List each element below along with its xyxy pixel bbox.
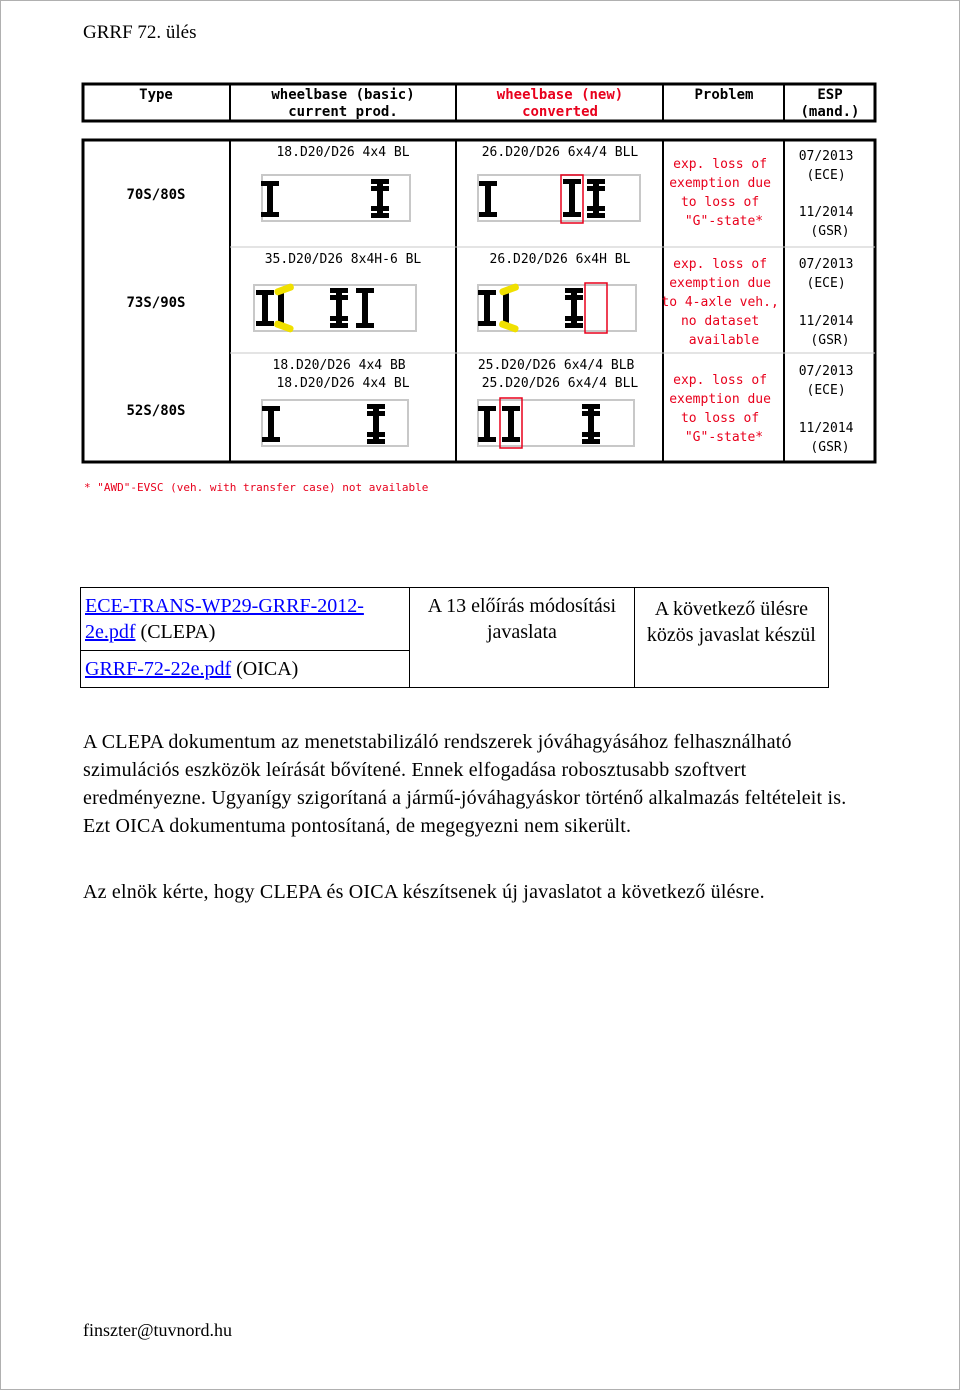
figure-header-problem: Problem bbox=[694, 87, 754, 103]
vehicle-wheelbase-figure bbox=[78, 80, 880, 500]
figure-header-new: wheelbase (new) bbox=[496, 87, 624, 103]
row1-problem: exp. loss of exemption due to loss of "G"-state* bbox=[669, 157, 771, 229]
row3-basic-label: 18.D20/D26 4x4 BB 18.D20/D26 4x4 BL bbox=[272, 358, 410, 391]
figure-header-type: Type bbox=[139, 87, 173, 103]
body-paragraph-1: A CLEPA dokumentum az menetstabilizáló rendszerek jóváhagyásához felhasználható szimulációs eszközök leírását bővítené. Ennek elfogadása robosztusabb szoftvert eredményezne. Ugyanígy szigorítaná a jármű-jóváhagyáskor történő alkalmazás feltételeit is. Ezt OICA dokumentuma pontosítaná, de megegyezni nem sikerült. bbox=[83, 731, 847, 837]
row2-esp: 07/2013 (ECE) 11/2014 (GSR) bbox=[798, 257, 854, 348]
page-header: GRRF 72. ülés bbox=[83, 22, 197, 43]
oica-suffix: (OICA) bbox=[236, 658, 299, 680]
row1-type: 70S/80S bbox=[126, 187, 186, 203]
figure-header-basic-sub: current prod. bbox=[288, 104, 398, 120]
ref-cell-proposal bbox=[410, 588, 635, 688]
figure-header-esp: ESP bbox=[817, 87, 843, 103]
ref-cell-next-session bbox=[634, 588, 828, 688]
clepa-suffix: (CLEPA) bbox=[140, 621, 216, 643]
row2-basic-label: 35.D20/D26 8x4H-6 BL bbox=[264, 252, 422, 267]
row2-problem: exp. loss of exemption due to 4-axle veh., no dataset available bbox=[661, 257, 779, 348]
next-session-text: A következő ülésre közös javaslat készül bbox=[646, 598, 816, 646]
row3-esp: 07/2013 (ECE) 11/2014 (GSR) bbox=[798, 364, 854, 455]
row2-new-label: 26.D20/D26 6x4H BL bbox=[489, 252, 631, 267]
figure-header-basic: wheelbase (basic) bbox=[271, 87, 415, 103]
row3-new-label: 25.D20/D26 6x4/4 BLB 25.D20/D26 6x4/4 BLL bbox=[477, 358, 639, 391]
row3-type: 52S/80S bbox=[126, 403, 186, 419]
footer-email: finszter@tuvnord.hu bbox=[83, 1320, 233, 1340]
figure-header-esp-sub: (mand.) bbox=[800, 104, 860, 120]
proposal-text: A 13 előírás módosítási javaslata bbox=[427, 595, 617, 643]
row3-problem: exp. loss of exemption due to loss of "G"-state* bbox=[669, 373, 771, 445]
clepa-document-link[interactable]: ECE-TRANS-WP29-GRRF-2012-2e.pdf bbox=[85, 595, 364, 643]
figure-footnote: * "AWD"-EVSC (veh. with transfer case) not available bbox=[84, 481, 429, 494]
row1-new-label: 26.D20/D26 6x4/4 BLL bbox=[481, 145, 639, 160]
figure-header-frame bbox=[83, 84, 875, 121]
row2-type: 73S/90S bbox=[126, 295, 186, 311]
body-paragraph-2: Az elnök kérte, hogy CLEPA és OICA készítsenek új javaslatot a következő ülésre. bbox=[83, 881, 765, 903]
ref-cell-oica bbox=[81, 651, 410, 688]
figure-header-new-sub: converted bbox=[522, 104, 598, 120]
row1-esp: 07/2013 (ECE) 11/2014 (GSR) bbox=[798, 149, 854, 239]
ref-cell-clepa bbox=[81, 588, 410, 651]
references-table bbox=[80, 587, 829, 688]
row1-basic-label: 18.D20/D26 4x4 BL bbox=[276, 145, 410, 160]
oica-document-link[interactable]: GRRF-72-22e.pdf bbox=[85, 658, 232, 680]
